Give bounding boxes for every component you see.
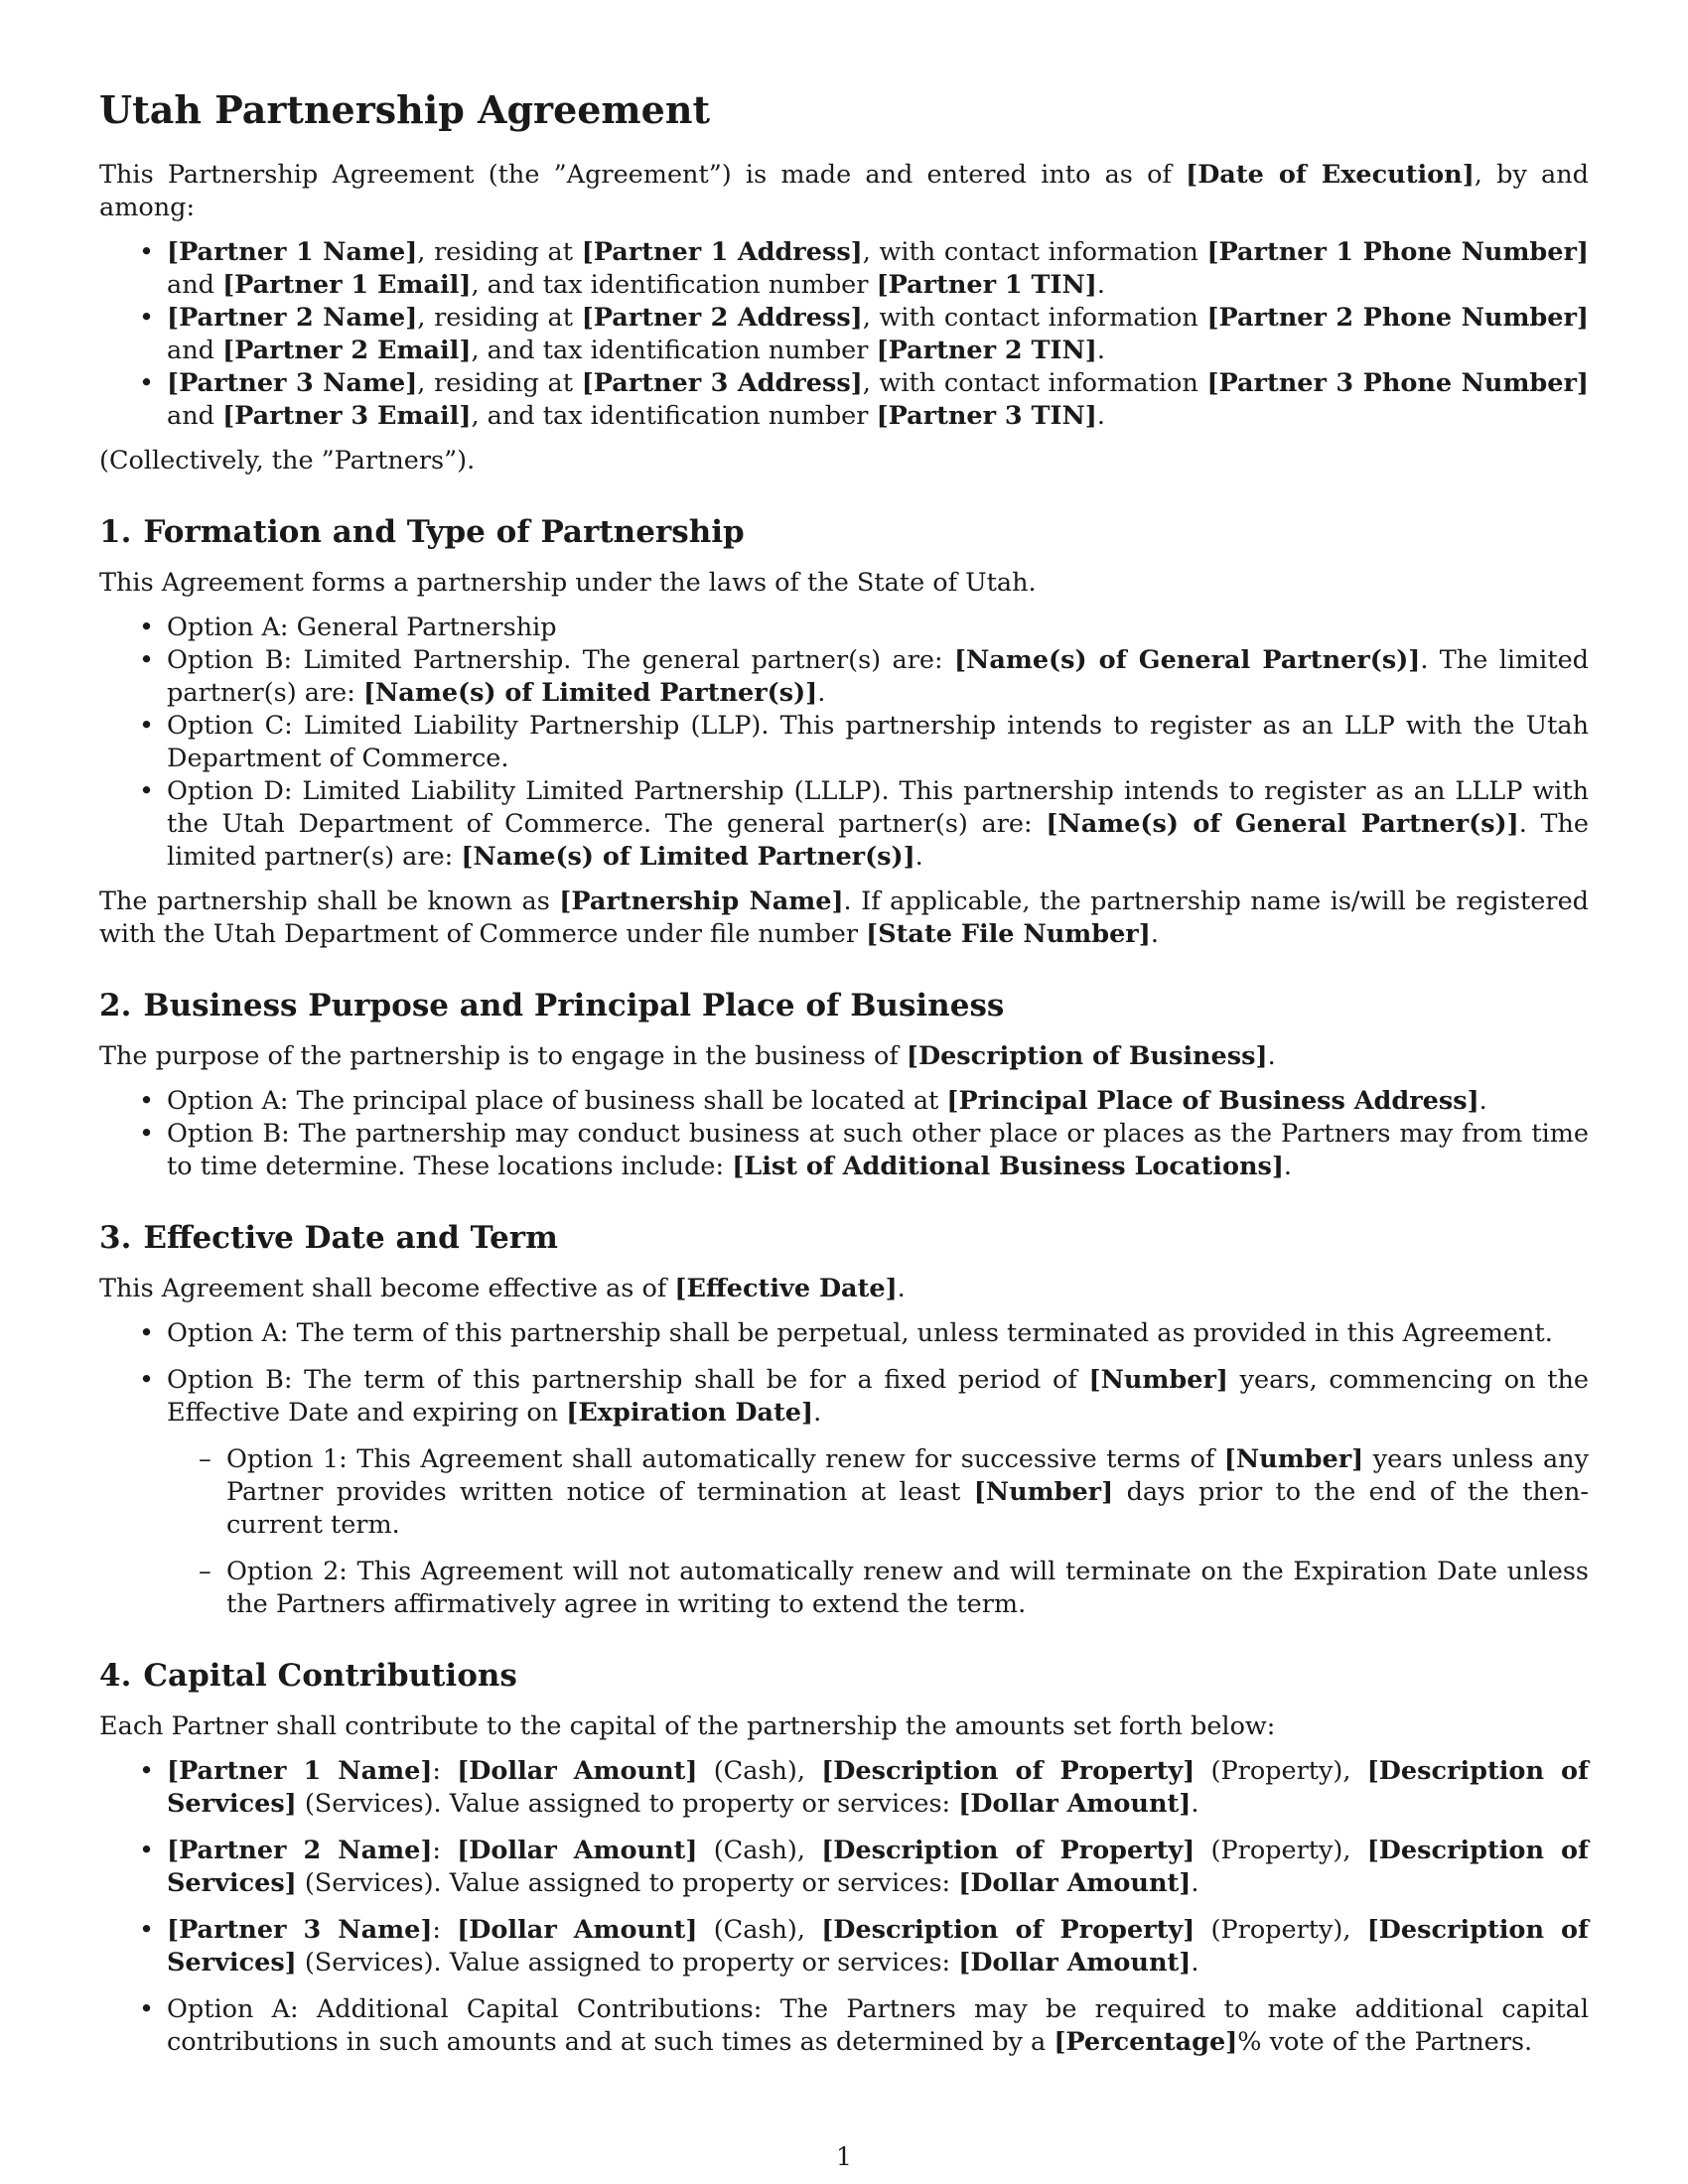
- section-1-options: [99, 612, 1589, 874]
- document-page: [99, 87, 1589, 2073]
- collectively-paragraph: (Collectively, the ”Partners”).: [99, 446, 476, 476]
- document-title: Utah Partnership Agreement: [99, 87, 710, 132]
- section-1-heading: 1. Formation and Type of Partnership: [99, 514, 745, 550]
- list-item: • Option A: The principal place of business shall be located at [Principal Place of Business Address].: [99, 1085, 1589, 1118]
- partnership-name-paragraph: The partnership shall be known as [Partnership Name]. If applicable, the partnership name is/will be registered with the Utah Department of Commerce under file number [State File Number].: [99, 887, 1589, 949]
- list-item: • Option B: The term of this partnership shall be for a fixed period of [Number] years, commencing on the Effective Date and expiring on [Expiration Date]. – Option 1: This Agreement shall automatically renew for successive terms of [Number] years unless any Partner provides written notice of termination at least [Number] days prior to the end of the then-current term. – Option 2: This Agreement will not automatically renew and will terminate on the Expiration Date unless the Partners affirmatively agree in writing to extend the term.: [99, 1364, 1589, 1621]
- list-item: • Option C: Limited Liability Partnership (LLP). This partnership intends to register as an LLP with the Utah Department of Commerce.: [99, 710, 1589, 775]
- date-of-execution-field: [Date of Execution]: [1186, 160, 1475, 190]
- list-item: • [Partner 3 Name], residing at [Partner 3 Address], with contact information [Partner 3 Phone Number] and [Partner 3 Email], and tax identification number [Partner 3 TIN].: [99, 367, 1589, 433]
- term-sub-options: [167, 1443, 1589, 1621]
- section-4-intro: Each Partner shall contribute to the capital of the partnership the amounts set forth below:: [99, 1711, 1276, 1741]
- section-3-intro: This Agreement shall become effective as of [Effective Date].: [99, 1274, 906, 1303]
- list-item: • [Partner 2 Name], residing at [Partner 2 Address], with contact information [Partner 2 Phone Number] and [Partner 2 Email], and tax identification number [Partner 2 TIN].: [99, 302, 1589, 367]
- list-item: • [Partner 2 Name]: [Dollar Amount] (Cash), [Description of Property] (Property), [Description of Services] (Services). Value assigned to property or services: [Dollar Amount].: [99, 1835, 1589, 1900]
- intro-paragraph: This Partnership Agreement (the ”Agreement”) is made and entered into as of [Date of Execution], by and among:: [99, 160, 1590, 222]
- list-item: – Option 1: This Agreement shall automatically renew for successive terms of [Number] years unless any Partner provides written notice of termination at least [Number] days prior to the end of the then-current term.: [167, 1443, 1589, 1542]
- section-2-heading: 2. Business Purpose and Principal Place of Business: [99, 988, 1005, 1024]
- list-item: • Option A: General Partnership: [99, 612, 1589, 644]
- list-item: – Option 2: This Agreement will not automatically renew and will terminate on the Expiration Date unless the Partners affirmatively agree in writing to extend the term.: [167, 1556, 1589, 1621]
- section-1-intro: This Agreement forms a partnership under the laws of the State of Utah.: [99, 568, 1037, 598]
- list-item: • Option A: The term of this partnership shall be perpetual, unless terminated as provided in this Agreement.: [99, 1317, 1589, 1350]
- section-2-options: [99, 1085, 1589, 1183]
- list-item: • [Partner 1 Name]: [Dollar Amount] (Cash), [Description of Property] (Property), [Description of Services] (Services). Value assigned to property or services: [Dollar Amount].: [99, 1755, 1589, 1821]
- list-item: • Option B: The partnership may conduct business at such other place or places as the Partners may from time to time determine. These locations include: [List of Additional Business Locations].: [99, 1118, 1589, 1183]
- partner-list: [99, 236, 1589, 433]
- capital-contributions-list: [99, 1755, 1589, 2059]
- section-3-options: [99, 1317, 1589, 1621]
- section-4-heading: 4. Capital Contributions: [99, 1658, 517, 1694]
- list-item: • [Partner 1 Name], residing at [Partner 1 Address], with contact information [Partner 1 Phone Number] and [Partner 1 Email], and tax identification number [Partner 1 TIN].: [99, 236, 1589, 302]
- list-item: • Option D: Limited Liability Limited Partnership (LLLP). This partnership intends to register as an LLLP with the Utah Department of Commerce. The general partner(s) are: [Name(s) of General Partner(s)]. The limited partner(s) are: [Name(s) of Limited Partner(s)].: [99, 775, 1589, 874]
- section-2-intro: The purpose of the partnership is to engage in the business of [Description of Business].: [99, 1041, 1276, 1071]
- section-3-heading: 3. Effective Date and Term: [99, 1220, 558, 1256]
- list-item: • [Partner 3 Name]: [Dollar Amount] (Cash), [Description of Property] (Property), [Description of Services] (Services). Value assigned to property or services: [Dollar Amount].: [99, 1914, 1589, 1979]
- list-item: • Option B: Limited Partnership. The general partner(s) are: [Name(s) of General Partner(s)]. The limited partner(s) are: [Name(s) of Limited Partner(s)].: [99, 644, 1589, 710]
- list-item: • Option A: Additional Capital Contributions: The Partners may be required to make additional capital contributions in such amounts and at such times as determined by a [Percentage]% vote of the Partners.: [99, 1993, 1589, 2059]
- page-number: 1: [836, 2142, 852, 2171]
